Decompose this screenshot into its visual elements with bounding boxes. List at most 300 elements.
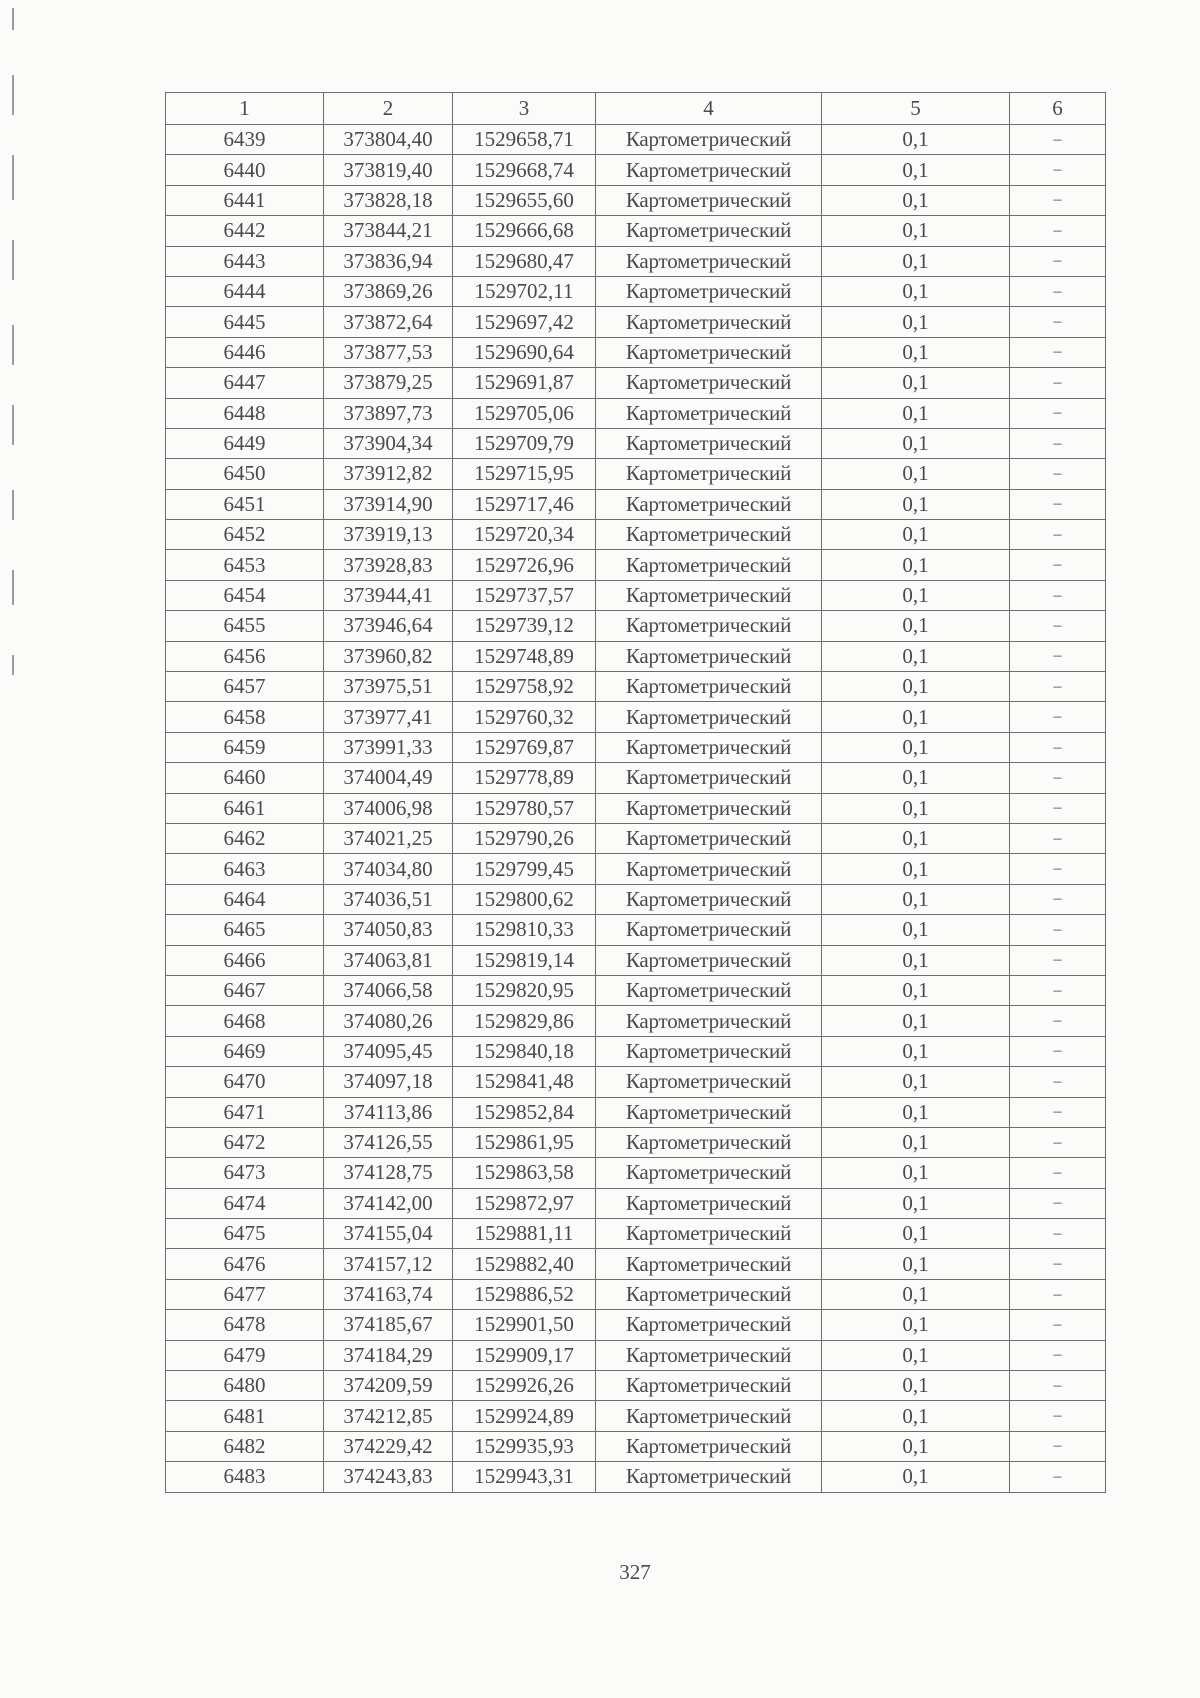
x-coordinate-cell: 374095,45: [324, 1036, 453, 1066]
table-row: [166, 398, 1106, 428]
note-cell: –: [1010, 945, 1106, 975]
accuracy-cell: 0,1: [822, 1036, 1010, 1066]
accuracy-cell: 0,1: [822, 125, 1010, 155]
method-cell: Картометрический: [596, 307, 822, 337]
note-cell: –: [1010, 915, 1106, 945]
point-number-cell: 6441: [166, 185, 324, 215]
x-coordinate-cell: 373897,73: [324, 398, 453, 428]
accuracy-cell: 0,1: [822, 915, 1010, 945]
y-coordinate-cell: 1529935,93: [453, 1431, 596, 1461]
point-number-cell: 6477: [166, 1279, 324, 1309]
note-cell: –: [1010, 732, 1106, 762]
table-row: [166, 125, 1106, 155]
method-cell: Картометрический: [596, 915, 822, 945]
accuracy-cell: 0,1: [822, 155, 1010, 185]
x-coordinate-cell: 374155,04: [324, 1219, 453, 1249]
note-cell: –: [1010, 1006, 1106, 1036]
scan-mark: [12, 155, 14, 200]
table-row: [166, 216, 1106, 246]
method-cell: Картометрический: [596, 732, 822, 762]
note-cell: –: [1010, 854, 1106, 884]
accuracy-cell: 0,1: [822, 854, 1010, 884]
point-number-cell: 6444: [166, 276, 324, 306]
scan-mark: [12, 240, 14, 280]
x-coordinate-cell: 373944,41: [324, 580, 453, 610]
point-number-cell: 6442: [166, 216, 324, 246]
x-coordinate-cell: 373946,64: [324, 611, 453, 641]
point-number-cell: 6469: [166, 1036, 324, 1066]
x-coordinate-cell: 373975,51: [324, 672, 453, 702]
accuracy-cell: 0,1: [822, 945, 1010, 975]
table-row: [166, 185, 1106, 215]
point-number-cell: 6480: [166, 1371, 324, 1401]
y-coordinate-cell: 1529924,89: [453, 1401, 596, 1431]
method-cell: Картометрический: [596, 1006, 822, 1036]
method-cell: Картометрический: [596, 337, 822, 367]
table-row: [166, 246, 1106, 276]
accuracy-cell: 0,1: [822, 1188, 1010, 1218]
y-coordinate-cell: 1529697,42: [453, 307, 596, 337]
x-coordinate-cell: 373960,82: [324, 641, 453, 671]
table-row: [166, 459, 1106, 489]
note-cell: –: [1010, 672, 1106, 702]
method-cell: Картометрический: [596, 672, 822, 702]
note-cell: –: [1010, 307, 1106, 337]
accuracy-cell: 0,1: [822, 793, 1010, 823]
point-number-cell: 6466: [166, 945, 324, 975]
accuracy-cell: 0,1: [822, 611, 1010, 641]
note-cell: –: [1010, 428, 1106, 458]
x-coordinate-cell: 374163,74: [324, 1279, 453, 1309]
y-coordinate-cell: 1529690,64: [453, 337, 596, 367]
note-cell: –: [1010, 1371, 1106, 1401]
point-number-cell: 6475: [166, 1219, 324, 1249]
table-row: [166, 1097, 1106, 1127]
table-row: [166, 1036, 1106, 1066]
x-coordinate-cell: 373912,82: [324, 459, 453, 489]
point-number-cell: 6473: [166, 1158, 324, 1188]
note-cell: –: [1010, 884, 1106, 914]
x-coordinate-cell: 374021,25: [324, 823, 453, 853]
table-row: [166, 276, 1106, 306]
y-coordinate-cell: 1529841,48: [453, 1067, 596, 1097]
table-row: [166, 611, 1106, 641]
accuracy-cell: 0,1: [822, 520, 1010, 550]
point-number-cell: 6457: [166, 672, 324, 702]
accuracy-cell: 0,1: [822, 884, 1010, 914]
method-cell: Картометрический: [596, 246, 822, 276]
note-cell: –: [1010, 1310, 1106, 1340]
x-coordinate-cell: 374006,98: [324, 793, 453, 823]
accuracy-cell: 0,1: [822, 1340, 1010, 1370]
y-coordinate-cell: 1529666,68: [453, 216, 596, 246]
accuracy-cell: 0,1: [822, 1249, 1010, 1279]
method-cell: Картометрический: [596, 702, 822, 732]
accuracy-cell: 0,1: [822, 1219, 1010, 1249]
note-cell: –: [1010, 1279, 1106, 1309]
table-row: [166, 702, 1106, 732]
x-coordinate-cell: 374080,26: [324, 1006, 453, 1036]
method-cell: Картометрический: [596, 1158, 822, 1188]
accuracy-cell: 0,1: [822, 1371, 1010, 1401]
note-cell: –: [1010, 1401, 1106, 1431]
point-number-cell: 6440: [166, 155, 324, 185]
point-number-cell: 6455: [166, 611, 324, 641]
note-cell: –: [1010, 1462, 1106, 1492]
x-coordinate-cell: 373844,21: [324, 216, 453, 246]
note-cell: –: [1010, 1219, 1106, 1249]
point-number-cell: 6446: [166, 337, 324, 367]
method-cell: Картометрический: [596, 1431, 822, 1461]
point-number-cell: 6470: [166, 1067, 324, 1097]
accuracy-cell: 0,1: [822, 975, 1010, 1005]
method-cell: Картометрический: [596, 520, 822, 550]
x-coordinate-cell: 374184,29: [324, 1340, 453, 1370]
y-coordinate-cell: 1529655,60: [453, 185, 596, 215]
method-cell: Картометрический: [596, 1249, 822, 1279]
column-header: 5: [822, 93, 1010, 125]
accuracy-cell: 0,1: [822, 1310, 1010, 1340]
point-number-cell: 6458: [166, 702, 324, 732]
point-number-cell: 6448: [166, 398, 324, 428]
table-row: [166, 1279, 1106, 1309]
scan-mark: [12, 325, 14, 365]
table-row: [166, 1158, 1106, 1188]
table-row: [166, 793, 1106, 823]
note-cell: –: [1010, 823, 1106, 853]
table-row: [166, 1067, 1106, 1097]
column-header: 1: [166, 93, 324, 125]
note-cell: –: [1010, 1340, 1106, 1370]
x-coordinate-cell: 374157,12: [324, 1249, 453, 1279]
accuracy-cell: 0,1: [822, 1158, 1010, 1188]
x-coordinate-cell: 374097,18: [324, 1067, 453, 1097]
method-cell: Картометрический: [596, 489, 822, 519]
point-number-cell: 6481: [166, 1401, 324, 1431]
note-cell: –: [1010, 125, 1106, 155]
table-row: [166, 915, 1106, 945]
method-cell: Картометрический: [596, 368, 822, 398]
x-coordinate-cell: 374004,49: [324, 763, 453, 793]
scan-mark: [12, 655, 14, 675]
table-row: [166, 1249, 1106, 1279]
point-number-cell: 6460: [166, 763, 324, 793]
point-number-cell: 6451: [166, 489, 324, 519]
note-cell: –: [1010, 550, 1106, 580]
table-row: [166, 1371, 1106, 1401]
y-coordinate-cell: 1529863,58: [453, 1158, 596, 1188]
accuracy-cell: 0,1: [822, 641, 1010, 671]
table-row: [166, 1188, 1106, 1218]
scan-mark: [12, 75, 14, 115]
table-row: [166, 580, 1106, 610]
point-number-cell: 6463: [166, 854, 324, 884]
note-cell: –: [1010, 216, 1106, 246]
x-coordinate-cell: 373872,64: [324, 307, 453, 337]
x-coordinate-cell: 373819,40: [324, 155, 453, 185]
table-row: [166, 945, 1106, 975]
table-row: [166, 975, 1106, 1005]
table-row: [166, 368, 1106, 398]
note-cell: –: [1010, 702, 1106, 732]
table-row: [166, 337, 1106, 367]
accuracy-cell: 0,1: [822, 732, 1010, 762]
x-coordinate-cell: 374036,51: [324, 884, 453, 914]
y-coordinate-cell: 1529819,14: [453, 945, 596, 975]
y-coordinate-cell: 1529852,84: [453, 1097, 596, 1127]
note-cell: –: [1010, 1158, 1106, 1188]
method-cell: Картометрический: [596, 428, 822, 458]
y-coordinate-cell: 1529799,45: [453, 854, 596, 884]
accuracy-cell: 0,1: [822, 702, 1010, 732]
y-coordinate-cell: 1529705,06: [453, 398, 596, 428]
y-coordinate-cell: 1529778,89: [453, 763, 596, 793]
accuracy-cell: 0,1: [822, 550, 1010, 580]
accuracy-cell: 0,1: [822, 823, 1010, 853]
y-coordinate-cell: 1529886,52: [453, 1279, 596, 1309]
note-cell: –: [1010, 763, 1106, 793]
x-coordinate-cell: 373836,94: [324, 246, 453, 276]
x-coordinate-cell: 374113,86: [324, 1097, 453, 1127]
x-coordinate-cell: 374142,00: [324, 1188, 453, 1218]
x-coordinate-cell: 373919,13: [324, 520, 453, 550]
note-cell: –: [1010, 1067, 1106, 1097]
point-number-cell: 6447: [166, 368, 324, 398]
table-row: [166, 1431, 1106, 1461]
point-number-cell: 6459: [166, 732, 324, 762]
y-coordinate-cell: 1529709,79: [453, 428, 596, 458]
table-row: [166, 884, 1106, 914]
accuracy-cell: 0,1: [822, 1097, 1010, 1127]
column-header: 2: [324, 93, 453, 125]
x-coordinate-cell: 374128,75: [324, 1158, 453, 1188]
point-number-cell: 6465: [166, 915, 324, 945]
method-cell: Картометрический: [596, 975, 822, 1005]
table-row: [166, 520, 1106, 550]
table-row: [166, 428, 1106, 458]
method-cell: Картометрический: [596, 1310, 822, 1340]
method-cell: Картометрический: [596, 1371, 822, 1401]
x-coordinate-cell: 373977,41: [324, 702, 453, 732]
accuracy-cell: 0,1: [822, 398, 1010, 428]
y-coordinate-cell: 1529658,71: [453, 125, 596, 155]
note-cell: –: [1010, 246, 1106, 276]
note-cell: –: [1010, 337, 1106, 367]
point-number-cell: 6450: [166, 459, 324, 489]
table-row: [166, 489, 1106, 519]
note-cell: –: [1010, 641, 1106, 671]
x-coordinate-cell: 374034,80: [324, 854, 453, 884]
table-row: [166, 307, 1106, 337]
accuracy-cell: 0,1: [822, 1279, 1010, 1309]
accuracy-cell: 0,1: [822, 428, 1010, 458]
x-coordinate-cell: 374209,59: [324, 1371, 453, 1401]
note-cell: –: [1010, 1249, 1106, 1279]
y-coordinate-cell: 1529717,46: [453, 489, 596, 519]
table-row: [166, 1127, 1106, 1157]
y-coordinate-cell: 1529872,97: [453, 1188, 596, 1218]
method-cell: Картометрический: [596, 398, 822, 428]
note-cell: –: [1010, 1127, 1106, 1157]
y-coordinate-cell: 1529748,89: [453, 641, 596, 671]
x-coordinate-cell: 374066,58: [324, 975, 453, 1005]
accuracy-cell: 0,1: [822, 1462, 1010, 1492]
note-cell: –: [1010, 1097, 1106, 1127]
x-coordinate-cell: 373828,18: [324, 185, 453, 215]
note-cell: –: [1010, 520, 1106, 550]
point-number-cell: 6462: [166, 823, 324, 853]
y-coordinate-cell: 1529720,34: [453, 520, 596, 550]
method-cell: Картометрический: [596, 1127, 822, 1157]
column-header: 4: [596, 93, 822, 125]
point-number-cell: 6467: [166, 975, 324, 1005]
y-coordinate-cell: 1529861,95: [453, 1127, 596, 1157]
y-coordinate-cell: 1529680,47: [453, 246, 596, 276]
y-coordinate-cell: 1529901,50: [453, 1310, 596, 1340]
accuracy-cell: 0,1: [822, 1006, 1010, 1036]
accuracy-cell: 0,1: [822, 307, 1010, 337]
x-coordinate-cell: 374229,42: [324, 1431, 453, 1461]
method-cell: Картометрический: [596, 1340, 822, 1370]
table-row: [166, 1219, 1106, 1249]
y-coordinate-cell: 1529810,33: [453, 915, 596, 945]
method-cell: Картометрический: [596, 1188, 822, 1218]
accuracy-cell: 0,1: [822, 459, 1010, 489]
accuracy-cell: 0,1: [822, 337, 1010, 367]
table-row: [166, 155, 1106, 185]
point-number-cell: 6468: [166, 1006, 324, 1036]
method-cell: Картометрический: [596, 793, 822, 823]
y-coordinate-cell: 1529790,26: [453, 823, 596, 853]
method-cell: Картометрический: [596, 1401, 822, 1431]
table-row: [166, 823, 1106, 853]
note-cell: –: [1010, 398, 1106, 428]
method-cell: Картометрический: [596, 1067, 822, 1097]
point-number-cell: 6479: [166, 1340, 324, 1370]
y-coordinate-cell: 1529739,12: [453, 611, 596, 641]
x-coordinate-cell: 373869,26: [324, 276, 453, 306]
y-coordinate-cell: 1529691,87: [453, 368, 596, 398]
accuracy-cell: 0,1: [822, 489, 1010, 519]
method-cell: Картометрический: [596, 185, 822, 215]
x-coordinate-cell: 374050,83: [324, 915, 453, 945]
point-number-cell: 6483: [166, 1462, 324, 1492]
x-coordinate-cell: 374126,55: [324, 1127, 453, 1157]
y-coordinate-cell: 1529820,95: [453, 975, 596, 1005]
scan-mark: [12, 490, 14, 520]
y-coordinate-cell: 1529840,18: [453, 1036, 596, 1066]
y-coordinate-cell: 1529668,74: [453, 155, 596, 185]
table-row: [166, 641, 1106, 671]
x-coordinate-cell: 374243,83: [324, 1462, 453, 1492]
method-cell: Картометрический: [596, 854, 822, 884]
table-row: [166, 1006, 1106, 1036]
note-cell: –: [1010, 276, 1106, 306]
table-row: [166, 550, 1106, 580]
note-cell: –: [1010, 793, 1106, 823]
point-number-cell: 6439: [166, 125, 324, 155]
y-coordinate-cell: 1529909,17: [453, 1340, 596, 1370]
point-number-cell: 6464: [166, 884, 324, 914]
point-number-cell: 6478: [166, 1310, 324, 1340]
scan-mark: [12, 570, 14, 605]
point-number-cell: 6456: [166, 641, 324, 671]
y-coordinate-cell: 1529758,92: [453, 672, 596, 702]
method-cell: Картометрический: [596, 763, 822, 793]
x-coordinate-cell: 373879,25: [324, 368, 453, 398]
method-cell: Картометрический: [596, 580, 822, 610]
point-number-cell: 6482: [166, 1431, 324, 1461]
note-cell: –: [1010, 1188, 1106, 1218]
point-number-cell: 6471: [166, 1097, 324, 1127]
y-coordinate-cell: 1529715,95: [453, 459, 596, 489]
y-coordinate-cell: 1529800,62: [453, 884, 596, 914]
table-row: [166, 1340, 1106, 1370]
y-coordinate-cell: 1529943,31: [453, 1462, 596, 1492]
table-row: [166, 732, 1106, 762]
x-coordinate-cell: 374185,67: [324, 1310, 453, 1340]
method-cell: Картометрический: [596, 276, 822, 306]
method-cell: Картометрический: [596, 459, 822, 489]
accuracy-cell: 0,1: [822, 1067, 1010, 1097]
method-cell: Картометрический: [596, 125, 822, 155]
note-cell: –: [1010, 489, 1106, 519]
y-coordinate-cell: 1529780,57: [453, 793, 596, 823]
page-number: 327: [619, 1560, 651, 1584]
method-cell: Картометрический: [596, 1279, 822, 1309]
accuracy-cell: 0,1: [822, 216, 1010, 246]
accuracy-cell: 0,1: [822, 185, 1010, 215]
method-cell: Картометрический: [596, 945, 822, 975]
note-cell: –: [1010, 975, 1106, 1005]
y-coordinate-cell: 1529760,32: [453, 702, 596, 732]
y-coordinate-cell: 1529702,11: [453, 276, 596, 306]
y-coordinate-cell: 1529769,87: [453, 732, 596, 762]
accuracy-cell: 0,1: [822, 368, 1010, 398]
method-cell: Картометрический: [596, 550, 822, 580]
column-header: 3: [453, 93, 596, 125]
table-row: [166, 672, 1106, 702]
method-cell: Картометрический: [596, 884, 822, 914]
note-cell: –: [1010, 155, 1106, 185]
point-number-cell: 6445: [166, 307, 324, 337]
y-coordinate-cell: 1529829,86: [453, 1006, 596, 1036]
coordinates-table: [165, 92, 1106, 1493]
note-cell: –: [1010, 459, 1106, 489]
method-cell: Картометрический: [596, 155, 822, 185]
note-cell: –: [1010, 1036, 1106, 1066]
accuracy-cell: 0,1: [822, 580, 1010, 610]
y-coordinate-cell: 1529726,96: [453, 550, 596, 580]
x-coordinate-cell: 373804,40: [324, 125, 453, 155]
point-number-cell: 6453: [166, 550, 324, 580]
point-number-cell: 6461: [166, 793, 324, 823]
accuracy-cell: 0,1: [822, 1431, 1010, 1461]
table-row: [166, 1462, 1106, 1492]
method-cell: Картометрический: [596, 1219, 822, 1249]
point-number-cell: 6452: [166, 520, 324, 550]
x-coordinate-cell: 373877,53: [324, 337, 453, 367]
x-coordinate-cell: 374212,85: [324, 1401, 453, 1431]
method-cell: Картометрический: [596, 641, 822, 671]
accuracy-cell: 0,1: [822, 276, 1010, 306]
accuracy-cell: 0,1: [822, 246, 1010, 276]
note-cell: –: [1010, 368, 1106, 398]
column-header: 6: [1010, 93, 1106, 125]
point-number-cell: 6472: [166, 1127, 324, 1157]
x-coordinate-cell: 373991,33: [324, 732, 453, 762]
table-row: [166, 854, 1106, 884]
